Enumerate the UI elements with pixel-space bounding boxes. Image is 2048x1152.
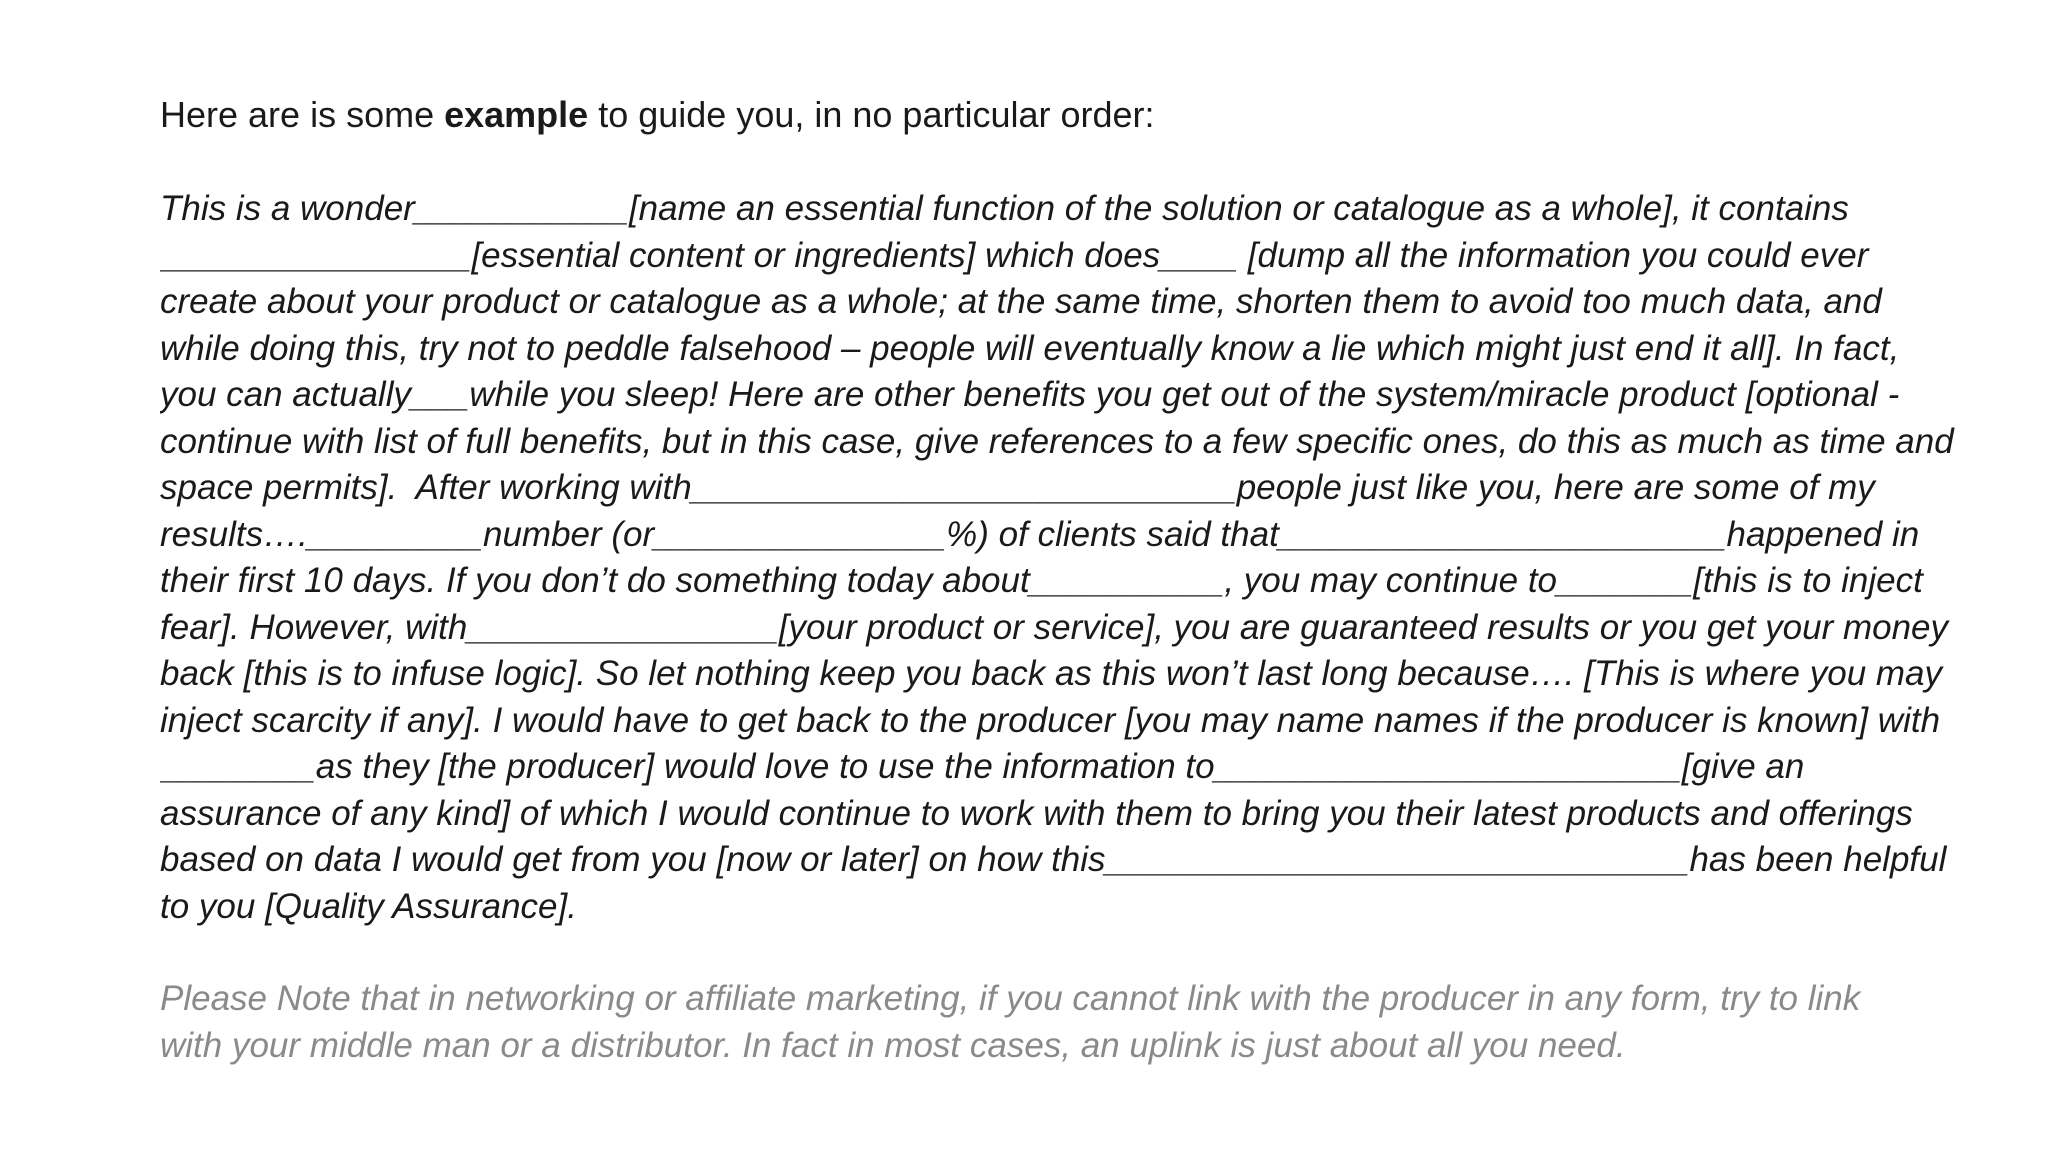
paragraph-line: while doing this, try not to peddle falsehood – people will eventually know a lie which might just end it all]. In fact, [160, 328, 1900, 368]
paragraph-line: continue with list of full benefits, but in this case, give references to a few specific ones, do this as much as time and [160, 421, 1954, 461]
paragraph-line: This is a wonder___________[name an essential function of the solution or catalogue as a whole], it contains [160, 189, 1849, 228]
paragraph-line: assurance of any kind] of which I would continue to work with them to bring you their latest products and offerings [160, 793, 1913, 833]
intro-text [160, 92, 1980, 138]
paragraph-line: you can actually___while you sleep! Here are other benefits you get out of the system/miracle product [optional - [160, 375, 1900, 414]
paragraph-line: results…._________number (or_______________%) of clients said that_______________________happened in [160, 514, 1920, 554]
paragraph-line: fear]. However, with________________[your product or service], you are guaranteed results or you get your money [160, 607, 1949, 647]
intro-bold-word: example [444, 94, 589, 135]
paragraph-line: create about your product or catalogue as a whole; at the same time, shorten them to avoid too much data, and [160, 282, 1882, 321]
note-paragraph [160, 976, 2000, 1069]
paragraph-line: space permits]. After working with____________________________people just like you, here are some of my [160, 468, 1875, 507]
paragraph-line: ________as they [the producer] would love to use the information to________________________[give an [160, 747, 1805, 786]
paragraph-line: to you [Quality Assurance]. [160, 886, 577, 926]
paragraph-line: back [this is to infuse logic]. So let nothing keep you back as this won’t last long because…. [This is where you may [160, 654, 1943, 693]
example-paragraph [160, 186, 2000, 930]
intro-before: Here are is some [160, 94, 445, 135]
note-line: Please Note that in networking or affiliate marketing, if you cannot link with the producer in any form, try to link [160, 979, 1861, 1018]
note-line: with your middle man or a distributor. In fact in most cases, an uplink is just about all you need. [160, 1025, 1626, 1065]
paragraph-line: ________________[essential content or ingredients] which does____ [dump all the information you could ever [160, 235, 1869, 275]
paragraph-line: inject scarcity if any]. I would have to get back to the producer [you may name names if the producer is known] with [160, 700, 1941, 740]
paragraph-line: based on data I would get from you [now or later] on how this______________________________has been helpful [160, 840, 1947, 879]
intro-after: to guide you, in no particular order: [588, 94, 1155, 135]
paragraph-line: their first 10 days. If you don’t do something today about__________, you may continue to_______[this is to inject [160, 561, 1923, 600]
